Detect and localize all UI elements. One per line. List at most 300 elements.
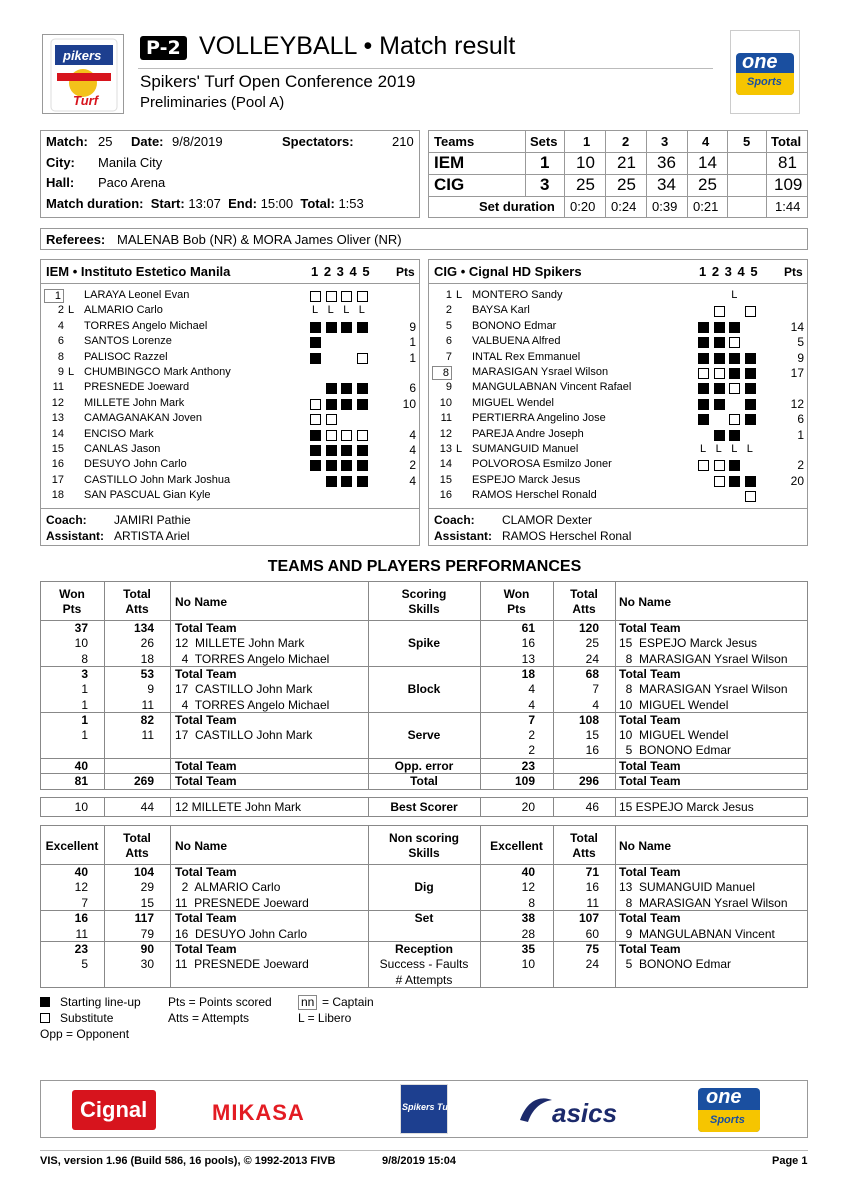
libero-mark: L (456, 443, 463, 455)
team-a-coach: JAMIRI Pathie (114, 513, 191, 527)
legend-libero: L = Libero (298, 1011, 352, 1025)
perf-cell-a3: 16 DESUYO John Carlo (175, 926, 308, 941)
perf-cell-b3: Total Team (619, 865, 681, 879)
one-sponsor-text: one (706, 1086, 742, 1108)
column-divider (170, 797, 171, 817)
legend-sub: Substitute (60, 1011, 114, 1025)
substitute-mark (745, 491, 756, 502)
perf-cell-a3: 4 TORRES Angelo Michael (175, 651, 330, 666)
team-a-assistant: ARTISTA Ariel (114, 529, 190, 543)
libero-set-mark: L (715, 443, 722, 455)
player-number: 10 (439, 396, 452, 409)
player-number: 14 (439, 458, 452, 471)
starting-lineup-square (40, 997, 50, 1007)
set3-header: 3 (661, 134, 669, 149)
skill-label: Spike (407, 636, 440, 651)
group-divider (40, 910, 808, 911)
column-divider (615, 797, 616, 817)
team-b-coach: CLAMOR Dexter (502, 513, 593, 527)
legend-pts: Pts = Points scored (168, 995, 272, 1009)
starting-lineup-mark (341, 445, 352, 456)
perf-cell-a3: Total Team (175, 774, 237, 788)
player-name: SUMANGUID Manuel (472, 443, 579, 455)
player-name: RAMOS Herschel Ronald (472, 489, 597, 502)
best-cell-a1: 10 (74, 800, 88, 814)
header-line: Skills (408, 602, 440, 616)
teams-header: Teams (434, 134, 475, 149)
player-name: VALBUENA Alfred (472, 335, 561, 348)
perf-cell-b3: Total Team (619, 911, 681, 926)
perf-cell-a3: Total Team (175, 758, 237, 773)
starting-lineup-mark (326, 322, 337, 333)
libero-set-mark: L (700, 443, 707, 455)
substitute-mark (341, 430, 352, 441)
perf-cell-b2: 71 (585, 865, 599, 879)
skill-label: Serve (407, 728, 441, 743)
perf-cell-a3: Total Team (175, 712, 237, 727)
match-duration: Match duration: Start: 13:07 End: 15:00 Total: 1:53 (46, 196, 364, 211)
player-name: PAREJA Andre Joseph (472, 427, 584, 440)
perf-cell-a2: 11 (141, 697, 154, 712)
set4-duration: 0:21 (693, 199, 719, 214)
nonscoring-noname-header: No Name (175, 839, 228, 853)
scoring-skills-header (368, 587, 480, 617)
perf-cell-b1: 2 (528, 728, 535, 743)
footer-page: Page 1 (772, 1155, 808, 1167)
perf-cell-b1: 38 (521, 911, 535, 926)
group-divider (40, 666, 808, 667)
header-line: Excellent (490, 839, 543, 853)
starting-lineup-mark (326, 399, 337, 410)
perf-cell-b1: 4 (528, 682, 535, 697)
perf-cell-b2: 24 (585, 651, 599, 666)
player-number: 5 (445, 319, 452, 332)
starting-lineup-mark (714, 430, 725, 441)
player-number: 4 (57, 319, 64, 332)
player-points: 9 (409, 319, 416, 334)
perf-cell-a3: 2 ALMARIO Carlo (175, 880, 281, 895)
perf-cell-b2: 120 (578, 621, 599, 635)
team-b-title: CIG • Cignal HD Spikers (434, 264, 582, 279)
perf-cell-b2: 108 (578, 712, 599, 727)
set2-header: 2 (622, 134, 630, 149)
scoring-noname-header-b: No Name (619, 595, 672, 609)
perf-cell-a1: 10 (74, 636, 88, 651)
starting-lineup-mark (714, 383, 725, 394)
starting-lineup-mark (357, 460, 368, 471)
player-number: 9 (445, 381, 452, 394)
libero-set-mark: L (358, 304, 365, 317)
spikers-turf-sponsor-text: Spikers Turf (402, 1102, 455, 1112)
best-cell-b2: 46 (585, 800, 599, 814)
libero-set-mark: L (327, 304, 334, 317)
player-points: 1 (797, 427, 804, 442)
perf-cell-b3: 9 MANGULABNAN Vincent (619, 926, 775, 941)
spectators-label: Spectators: (282, 134, 354, 149)
player-name: MILLETE John Mark (84, 396, 185, 409)
team-b-assistant-label: Assistant: (434, 529, 493, 543)
header-line: Total (123, 831, 151, 845)
starting-lineup-mark (714, 337, 725, 348)
perf-cell-b1: 23 (521, 758, 535, 773)
svg-text:pikers: pikers (63, 48, 102, 63)
player-number: 16 (439, 489, 452, 502)
perf-cell-b2: 60 (585, 926, 599, 941)
perf-cell-b1: 61 (521, 621, 535, 635)
perf-cell-a2: 269 (133, 774, 154, 788)
starting-lineup-mark (698, 353, 709, 364)
team2-total: 109 (774, 175, 803, 194)
libero-set-mark: L (746, 443, 753, 455)
perf-cell-b3: 8 MARASIGAN Ysrael Wilson (619, 651, 788, 666)
team-a-set-cols: 1 2 3 4 5 (311, 264, 370, 279)
substitute-mark (729, 414, 740, 425)
player-number: 2 (445, 304, 452, 317)
nonscoring-atts-header-b (553, 831, 615, 861)
perf-cell-b2: 24 (585, 957, 599, 972)
player-points: 14 (790, 319, 804, 334)
team1-set2: 21 (617, 153, 636, 172)
starting-lineup-mark (326, 460, 337, 471)
best-cell-a3: 12 MILLETE John Mark (175, 800, 302, 814)
substitute-mark (357, 430, 368, 441)
svg-text:Turf: Turf (73, 93, 99, 108)
perf-cell-b1: 2 (528, 743, 535, 758)
hall-value: Paco Arena (98, 175, 166, 190)
perf-cell-b1: 40 (521, 865, 535, 879)
perf-cell-a3: Total Team (175, 942, 237, 956)
substitute-mark (357, 353, 368, 364)
cignal-logo-text: Cignal (80, 1097, 148, 1122)
starting-lineup-mark (729, 460, 740, 471)
perf-cell-a2: 18 (140, 651, 154, 666)
substitute-mark (310, 399, 321, 410)
perf-cell-a2: 104 (133, 865, 154, 879)
sports-logo-text: Sports (747, 76, 782, 88)
libero-set-mark: L (312, 304, 319, 317)
nonscoring-skills-header (368, 831, 480, 861)
starting-lineup-mark (745, 399, 756, 410)
player-name: INTAL Rex Emmanuel (472, 350, 581, 363)
perf-cell-a1: 16 (74, 911, 88, 926)
nonscoring-atts-header (104, 831, 170, 861)
total-duration: 1:44 (775, 199, 801, 214)
set2-duration: 0:24 (611, 199, 637, 214)
player-name: MANGULABNAN Vincent Rafael (472, 381, 632, 394)
team1-total: 81 (778, 153, 797, 172)
competition-phase: Preliminaries (Pool A) (140, 94, 285, 111)
city-label: City: (46, 155, 75, 170)
legend-opp: Opp = Opponent (40, 1027, 130, 1041)
player-number: 8 (57, 350, 64, 363)
substitute-mark (745, 306, 756, 317)
perf-cell-a3: 17 CASTILLO John Mark (175, 728, 313, 743)
player-number: 7 (445, 350, 452, 363)
player-points: 4 (409, 473, 416, 488)
team2-set1: 25 (576, 175, 595, 194)
starting-lineup-mark (714, 399, 725, 410)
player-number: 15 (439, 473, 452, 486)
perf-cell-a2: 9 (147, 682, 154, 697)
perf-cell-a1: 81 (74, 774, 88, 788)
team-a-coach-label: Coach: (46, 513, 87, 527)
page-code: P-2 (140, 36, 187, 60)
perf-cell-a1: 8 (81, 651, 88, 666)
libero-mark: L (456, 289, 463, 301)
city-value: Manila City (98, 155, 163, 170)
substitute-mark (714, 368, 725, 379)
competition-name: Spikers' Turf Open Conference 2019 (140, 72, 416, 91)
perf-cell-b1: 28 (521, 926, 535, 941)
header-line: Atts (125, 602, 149, 616)
skill-label: Dig (414, 880, 434, 895)
scoring-won-header-b (480, 587, 553, 617)
perf-cell-a2: 79 (140, 926, 154, 941)
substitute-mark (714, 460, 725, 471)
skill-label: Success - Faults (379, 957, 469, 972)
match-date: 9/8/2019 (172, 134, 223, 149)
perf-cell-a1: 1 (81, 712, 88, 727)
team-b-pts-header: Pts (784, 265, 803, 279)
player-name: SANTOS Lorenze (84, 335, 172, 348)
starting-lineup-mark (698, 337, 709, 348)
starting-lineup-mark (357, 476, 368, 487)
perf-cell-b3: 15 ESPEJO Marck Jesus (619, 636, 758, 651)
group-divider (40, 941, 808, 942)
perf-cell-b2: 4 (592, 697, 599, 712)
substitute-mark (714, 306, 725, 317)
perf-cell-a3: 11 PRESNEDE Joeward (175, 957, 309, 972)
perf-cell-b2: 25 (585, 636, 599, 651)
starting-lineup-mark (698, 322, 709, 333)
total-header: Total (771, 134, 802, 149)
perf-cell-b2: 296 (578, 774, 599, 788)
starting-lineup-mark (745, 476, 756, 487)
group-divider (40, 758, 808, 759)
date-label: Date: (131, 134, 164, 149)
perf-cell-a3: Total Team (175, 865, 237, 879)
perf-cell-a3: Total Team (175, 666, 237, 681)
player-name: DESUYO John Carlo (84, 458, 187, 471)
player-number: 6 (57, 335, 64, 348)
player-name: PALISOC Razzel (84, 350, 168, 363)
perf-cell-b1: 16 (521, 636, 535, 651)
group-divider (40, 712, 808, 713)
header-line: Total (570, 831, 598, 845)
player-number: 17 (51, 473, 64, 486)
perf-cell-b3: 13 SUMANGUID Manuel (619, 880, 756, 895)
perf-cell-a2: 82 (140, 712, 154, 727)
perf-cell-a2: 29 (140, 880, 154, 895)
skill-label: Block (407, 682, 441, 697)
column-divider (170, 825, 171, 988)
player-number: 11 (440, 412, 452, 425)
skill-label: Reception (394, 942, 453, 956)
player-name: CHUMBINGCO Mark Anthony (84, 366, 231, 378)
match-number: 25 (98, 134, 113, 149)
player-name: CAMAGANAKAN Joven (84, 412, 202, 425)
best-cell-a2: 44 (140, 800, 154, 814)
header-line: Skills (408, 846, 440, 860)
nonscoring-won-header-b (480, 839, 553, 854)
player-number: 13 (51, 412, 64, 425)
perf-cell-a1: 23 (74, 942, 88, 956)
legend-captain: = Captain (322, 995, 374, 1009)
player-points: 2 (409, 458, 416, 473)
perf-cell-a3: 17 CASTILLO John Mark (175, 682, 313, 697)
header-line: Total (123, 587, 151, 601)
set-duration-label: Set duration (479, 199, 555, 214)
player-number: 12 (51, 396, 64, 409)
starting-lineup-mark (745, 368, 756, 379)
one-sports-logo-box (730, 30, 800, 114)
player-number: 1 (44, 289, 64, 303)
perf-cell-b3: 5 BONONO Edmar (619, 743, 732, 758)
perf-cell-b1: 12 (521, 880, 535, 895)
perf-cell-a1: 3 (81, 666, 88, 681)
skill-label: Set (414, 911, 434, 926)
set5-header: 5 (743, 134, 751, 149)
set1-duration: 0:20 (570, 199, 596, 214)
header-line: Won (503, 587, 530, 601)
starting-lineup-mark (698, 414, 709, 425)
perf-cell-b3: Total Team (619, 712, 681, 727)
substitute-mark (729, 383, 740, 394)
starting-lineup-mark (698, 383, 709, 394)
perf-cell-a2: 26 (140, 636, 154, 651)
team1-sets: 1 (540, 153, 550, 172)
starting-lineup-mark (357, 445, 368, 456)
starting-lineup-mark (745, 383, 756, 394)
team-b-assistant: RAMOS Herschel Ronal (502, 529, 632, 543)
starting-lineup-mark (310, 353, 321, 364)
footer-date: 9/8/2019 15:04 (382, 1155, 457, 1167)
libero-mark: L (68, 366, 75, 378)
libero-set-mark: L (731, 289, 738, 301)
header-line: Won (59, 587, 85, 601)
perf-cell-a3: 12 MILLETE John Mark (175, 636, 305, 651)
player-name: PRESNEDE Joeward (84, 381, 190, 394)
team-a-pts-header: Pts (396, 265, 415, 279)
starting-lineup-mark (310, 445, 321, 456)
perf-cell-a2: 30 (140, 957, 154, 972)
header-line: Atts (572, 602, 596, 616)
spectators-value: 210 (392, 134, 414, 149)
player-number: 16 (51, 458, 64, 471)
team-b-set-cols: 1 2 3 4 5 (699, 264, 758, 279)
perf-cell-a1: 5 (81, 957, 88, 972)
player-number: 14 (51, 427, 64, 440)
header-divider (40, 620, 808, 621)
player-name: POLVOROSA Esmilzo Joner (472, 458, 612, 471)
substitute-mark (310, 414, 321, 425)
starting-lineup-mark (714, 322, 725, 333)
player-number: 6 (445, 335, 452, 348)
starting-lineup-mark (341, 383, 352, 394)
header-line: Atts (572, 846, 596, 860)
substitute-mark (326, 430, 337, 441)
player-name: MARASIGAN Ysrael Wilson (472, 366, 609, 378)
starting-lineup-mark (729, 353, 740, 364)
starting-lineup-mark (310, 322, 321, 333)
player-name: BAYSA Karl (472, 304, 530, 317)
player-points: 2 (797, 458, 804, 473)
substitute-mark (698, 368, 709, 379)
team-a-assistant-label: Assistant: (46, 529, 105, 543)
player-name: LARAYA Leonel Evan (84, 289, 190, 301)
perf-cell-a3: 11 PRESNEDE Joeward (175, 895, 309, 910)
perf-cell-a2: 134 (133, 621, 154, 635)
player-name: MONTERO Sandy (472, 289, 563, 301)
header-line: Non scoring (388, 831, 459, 845)
perf-cell-a2: 15 (140, 895, 154, 910)
substitute-mark (714, 476, 725, 487)
header-line: Pts (62, 602, 82, 616)
best-cell-b1: 20 (521, 800, 535, 814)
player-number: 1 (445, 289, 452, 301)
perf-cell-a1: 11 (75, 926, 88, 941)
team2-set2: 25 (617, 175, 636, 194)
nonscoring-noname-header-b: No Name (619, 839, 672, 853)
player-points: 4 (409, 443, 416, 457)
starting-lineup-mark (745, 353, 756, 364)
team1-set4: 14 (698, 153, 717, 172)
perf-cell-b2: 107 (578, 911, 599, 926)
perf-cell-a1: 7 (81, 895, 88, 910)
header-line: Total (570, 587, 598, 601)
mikasa-logo: MIKASA (212, 1100, 305, 1125)
substitute-mark (310, 291, 321, 302)
team-a-title: IEM • Instituto Estetico Manila (46, 264, 231, 279)
scoring-atts-header-b (553, 587, 615, 617)
perf-cell-a1: 1 (81, 728, 88, 743)
skill-label: # Attempts (395, 972, 453, 987)
scoring-noname-header: No Name (175, 595, 228, 609)
player-points: 20 (790, 473, 804, 488)
team1-set3: 36 (657, 153, 676, 172)
perf-cell-b2: 7 (592, 682, 599, 697)
starting-lineup-mark (729, 476, 740, 487)
scoring-won-header (40, 587, 104, 617)
starting-lineup-mark (326, 383, 337, 394)
player-number: 11 (52, 381, 64, 394)
sets-header: Sets (530, 134, 558, 149)
substitute-mark (698, 460, 709, 471)
player-name: CANLAS Jason (84, 443, 161, 455)
substitute-square (40, 1013, 50, 1023)
asics-swoosh-icon (518, 1094, 554, 1127)
perf-cell-b2: 15 (585, 728, 599, 743)
team2-set4: 25 (698, 175, 717, 194)
perf-cell-b1: 18 (521, 666, 535, 681)
player-points: 6 (797, 412, 804, 427)
substitute-mark (326, 291, 337, 302)
perf-cell-a3: Total Team (175, 911, 237, 926)
libero-set-mark: L (343, 304, 350, 317)
player-name: ALMARIO Carlo (84, 304, 163, 317)
player-points: 10 (402, 396, 416, 411)
player-name: ESPEJO Marck Jesus (472, 473, 581, 486)
starting-lineup-mark (310, 460, 321, 471)
perf-cell-b3: 10 MIGUEL Wendel (619, 728, 729, 743)
legend-nn: nn (298, 995, 317, 1010)
set3-duration: 0:39 (652, 199, 678, 214)
starting-lineup-mark (714, 353, 725, 364)
skill-label: Total (410, 774, 438, 788)
best-cell-b3: 15 ESPEJO Marck Jesus (619, 800, 754, 814)
hall-label: Hall: (46, 175, 75, 190)
perf-cell-a2: 11 (141, 728, 154, 743)
